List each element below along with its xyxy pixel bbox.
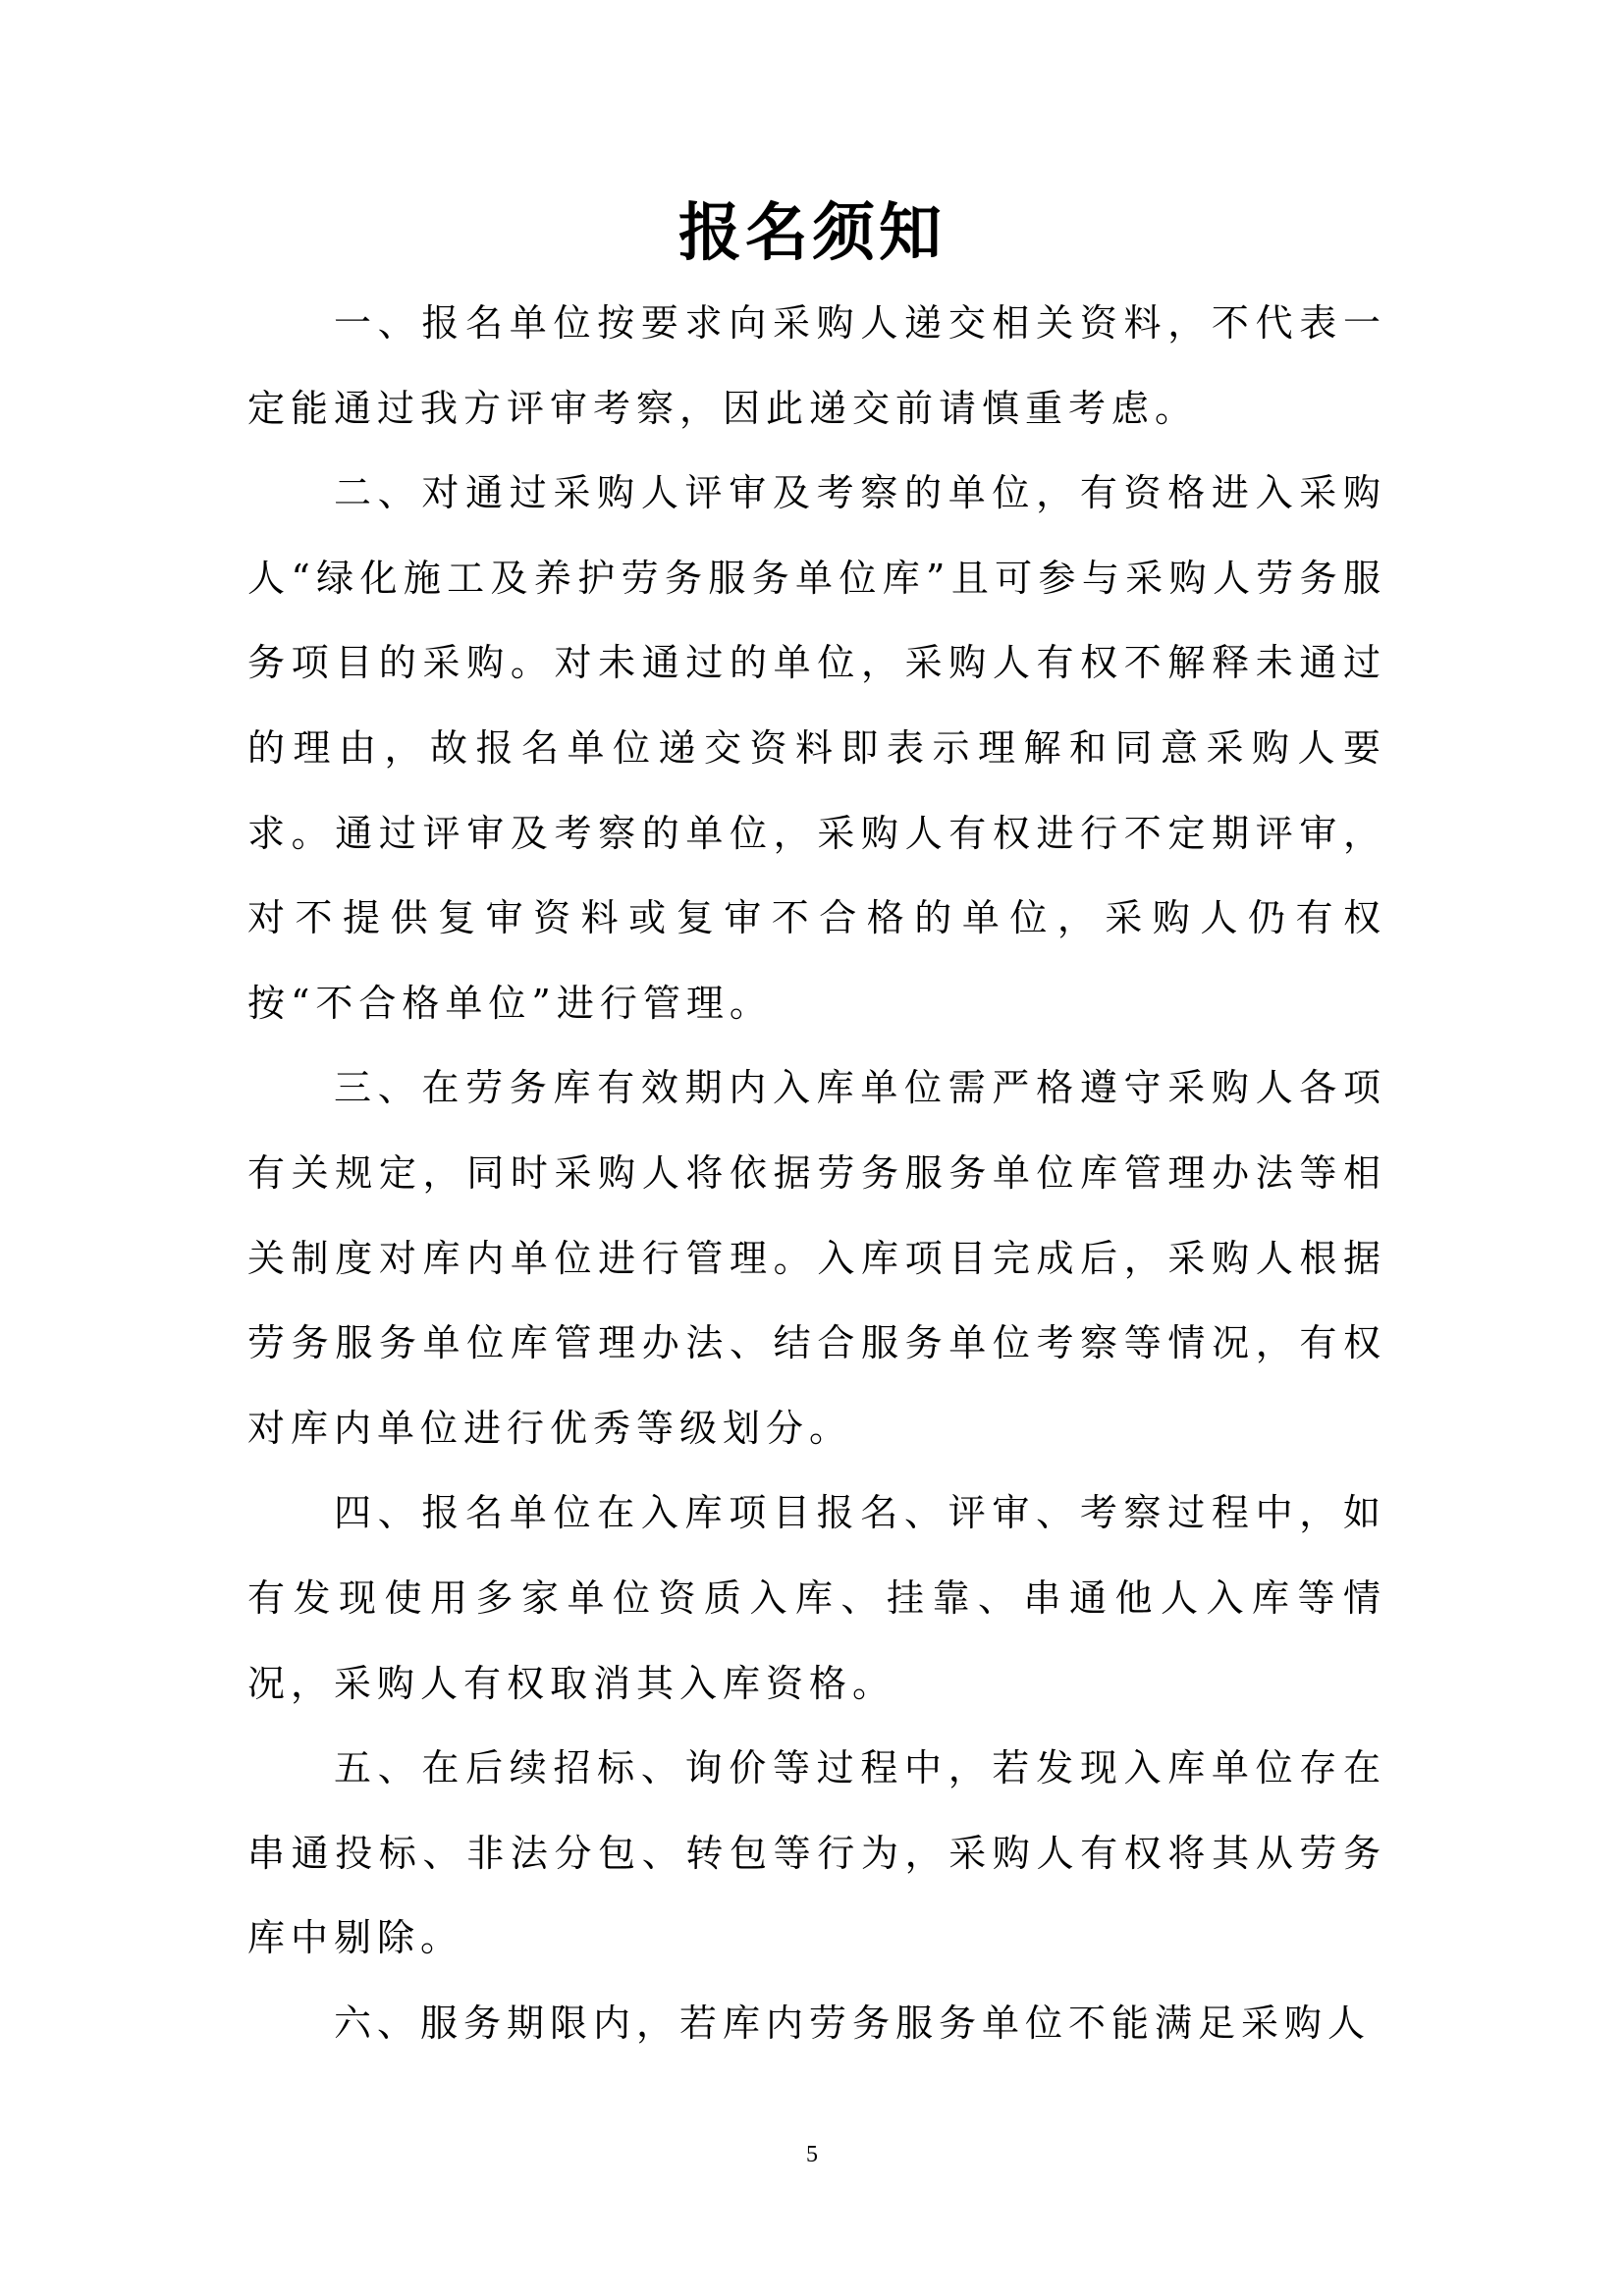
document-body <box>247 281 1386 2065</box>
paragraph-4: 四、报名单位在入库项目报名、评审、考察过程中，如有发现使用多家单位资质入库、挂靠、串通他人入库等情况，采购人有权取消其入库资格。 <box>247 1491 1386 1705</box>
page-title: 报名须知 <box>678 197 946 270</box>
paragraph-1: 一、报名单位按要求向采购人递交相关资料，不代表一定能通过我方评审考察，因此递交前请慎重考虑。 <box>247 301 1386 430</box>
paragraph-5: 五、在后续招标、询价等过程中，若发现入库单位存在串通投标、非法分包、转包等行为，采购人有权将其从劳务库中剔除。 <box>247 1746 1386 1960</box>
page-number: 5 <box>806 2142 818 2167</box>
paragraph-2: 二、对通过采购人评审及考察的单位，有资格进入采购人“绿化施工及养护劳务服务单位库”且可参与采购人劳务服务项目的采购。对未通过的单位，采购人有权不解释未通过的理由，故报名单位递交资料即表示理解和同意采购人要求。通过评审及考察的单位，采购人有权进行不定期评审，对不提供复审资料或复审不合格的单位，采购人仍有权按“不合格单位”进行管理。 <box>247 471 1386 1025</box>
paragraph-3: 三、在劳务库有效期内入库单位需严格遵守采购人各项有关规定，同时采购人将依据劳务服务单位库管理办法等相关制度对库内单位进行管理。入库项目完成后，采购人根据劳务服务单位库管理办法、结合服务单位考察等情况，有权对库内单位进行优秀等级划分。 <box>247 1066 1386 1450</box>
paragraph-6: 六、服务期限内，若库内劳务服务单位不能满足采购人 <box>334 2001 1372 2045</box>
